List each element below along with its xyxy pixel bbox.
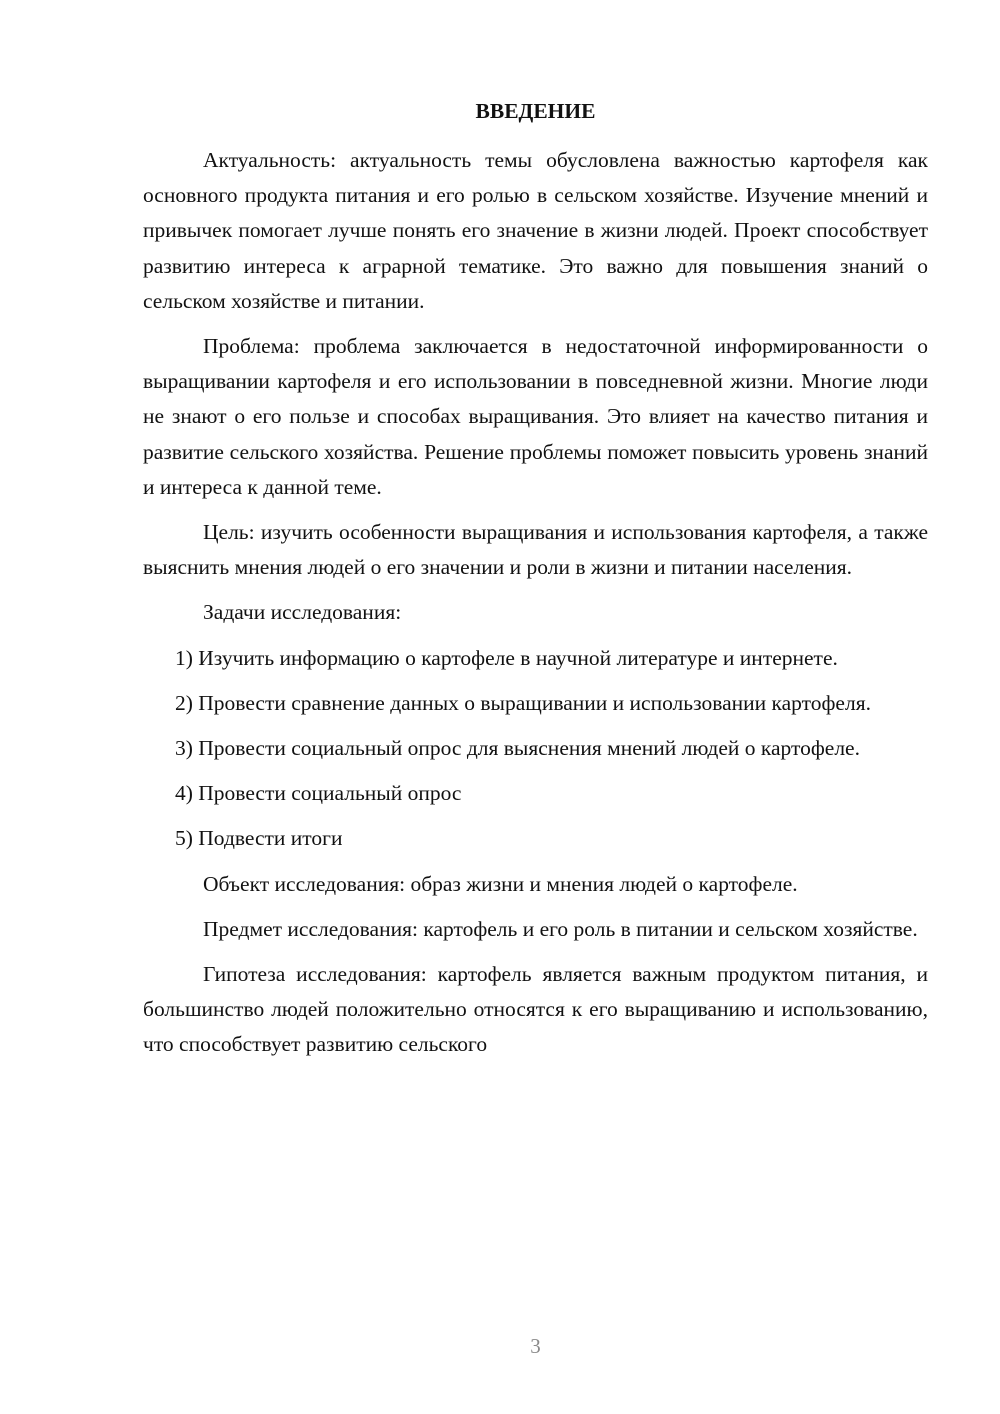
paragraph-object: Объект исследования: образ жизни и мнения людей о картофеле. — [203, 871, 798, 896]
paragraph-relevance: Актуальность: актуальность темы обусловлена важностью картофеля как основного продукта питания и его ролью в сельском хозяйстве. Изучение мнений и привычек помогает лучше понять его значение в жизни людей. Проект способствует развитию интереса к аграрной тематике. Это важно для повышения знаний о сельском хозяйстве и питании. — [143, 148, 928, 313]
paragraph-problem: Проблема: проблема заключается в недостаточной информированности о выращивании картофеля и его использовании в повседневной жизни. Многие люди не знают о его пользе и способах выращивания. Это влияет на качество питания и развитие сельского хозяйства. Решение проблемы поможет повысить уровень знаний и интереса к данной теме. — [143, 334, 928, 499]
paragraph-tasks-heading: Задачи исследования: — [203, 600, 402, 625]
paragraph-subject: Предмет исследования: картофель и его роль в питании и сельском хозяйстве. — [203, 916, 918, 941]
section-title: ВВЕДЕНИЕ — [475, 99, 596, 123]
task-item-5: 5) Подвести итоги — [175, 826, 343, 851]
page-number: 3 — [530, 1334, 541, 1358]
paragraph-hypothesis: Гипотеза исследования: картофель является важным продуктом питания, и большинство людей положительно относятся к его выращиванию и использованию, что способствует развитию сельского — [143, 962, 928, 1057]
body-text — [143, 143, 928, 1063]
paragraph-goal: Цель: изучить особенности выращивания и использования картофеля, а также выяснить мнения людей о его значении и роли в жизни и питании населения. — [143, 520, 928, 580]
task-item-4: 4) Провести социальный опрос — [175, 781, 462, 806]
task-item-3: 3) Провести социальный опрос для выяснения мнений людей о картофеле. — [175, 736, 860, 761]
task-item-1: 1) Изучить информацию о картофеле в научной литературе и интернете. — [175, 645, 838, 670]
task-item-2: 2) Провести сравнение данных о выращивании и использовании картофеля. — [175, 690, 871, 715]
document-page — [143, 0, 928, 1414]
